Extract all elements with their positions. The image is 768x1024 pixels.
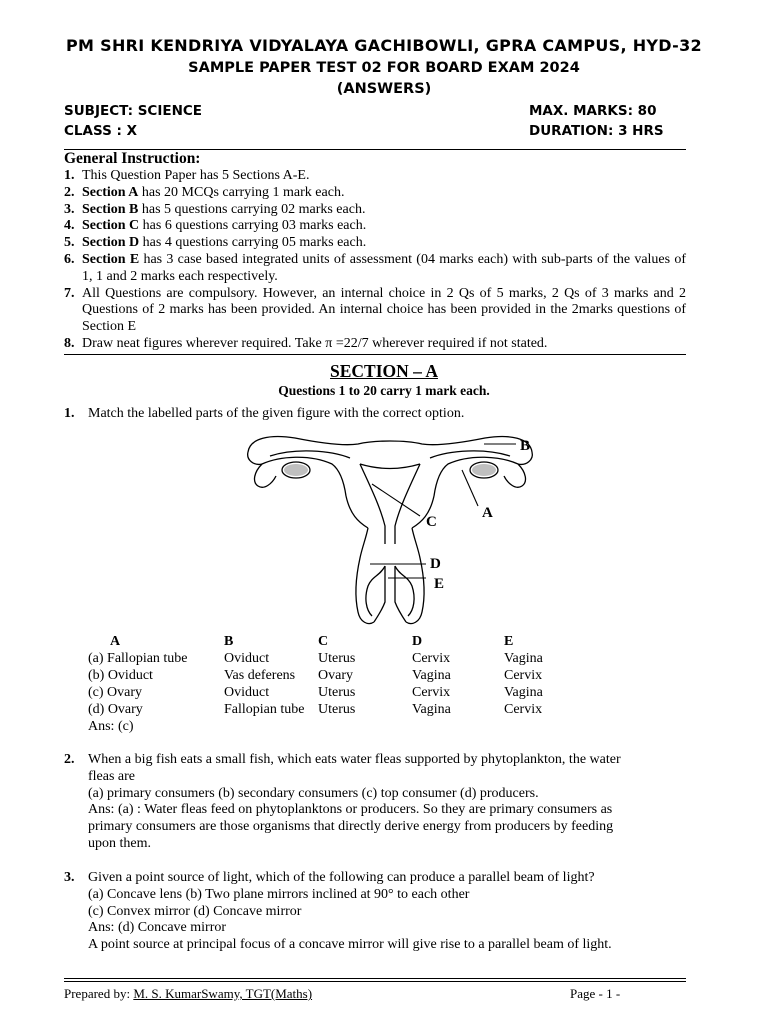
- reproductive-system-figure: [240, 426, 540, 632]
- duration-label: DURATION: 3 HRS: [529, 123, 664, 139]
- instruction-text: Section D has 4 questions carrying 05 marks each.: [82, 235, 367, 251]
- instruction-item: [64, 235, 686, 252]
- figure-label-e: E: [434, 576, 445, 592]
- instruction-number: 8.: [64, 335, 75, 351]
- q3-options: (c) Convex mirror (d) Concave mirror: [88, 903, 302, 919]
- instruction-text: Draw neat figures wherever required. Take π =22/7 wherever required if not stated.: [82, 335, 548, 351]
- q3-options: (a) Concave lens (b) Two plane mirrors inclined at 90° to each other: [88, 886, 470, 902]
- footer-author: M. S. KumarSwamy, TGT(Maths): [133, 986, 313, 1001]
- instruction-item: [64, 252, 686, 286]
- cell: Oviduct: [224, 651, 270, 666]
- instruction-text: Section C has 6 questions carrying 03 marks each.: [82, 218, 367, 234]
- col-header: B: [224, 634, 234, 649]
- page-number: Page - 1 -: [570, 986, 621, 1001]
- q2-options: (a) primary consumers (b) secondary consumers (c) top consumer (d) producers.: [88, 785, 539, 801]
- footer-prepared: Prepared by: M. S. KumarSwamy, TGT(Maths): [64, 986, 313, 1001]
- table-header-row: [88, 634, 564, 651]
- q3-line: Given a point source of light, which of the following can produce a parallel beam of light?: [88, 870, 595, 885]
- section-title: SECTION – A: [330, 361, 438, 381]
- q1-text: Match the labelled parts of the given figure with the correct option.: [88, 406, 465, 421]
- class-label: CLASS : X: [64, 123, 138, 139]
- cell: Fallopian tube: [224, 702, 305, 717]
- instruction-number: 7.: [64, 285, 75, 301]
- instruction-number: 4.: [64, 218, 75, 234]
- instruction-number: 1.: [64, 168, 75, 183]
- q2-answer: Ans: (a) : Water fleas feed on phytoplanktons or producers. So they are primary consumers as: [88, 802, 613, 818]
- instruction-number: 5.: [64, 235, 75, 251]
- cell: Cervix: [504, 702, 543, 717]
- table-row: [88, 668, 564, 685]
- cell: Vagina: [412, 702, 451, 717]
- table-row: [88, 702, 564, 719]
- q3-answer: Ans: (d) Concave mirror: [88, 920, 227, 936]
- instruction-item: [64, 336, 686, 353]
- instruction-text: Section B has 5 questions carrying 02 marks each.: [82, 201, 366, 217]
- figure-label-a: A: [482, 505, 493, 521]
- cell: Uterus: [318, 702, 356, 717]
- cell: (d) Ovary: [88, 702, 143, 717]
- table-row: [88, 651, 564, 668]
- col-header: E: [504, 634, 514, 649]
- q1-number: 1.: [64, 406, 75, 421]
- school-title: PM SHRI KENDRIYA VIDYALAYA GACHIBOWLI, GPRA CAMPUS, HYD-32: [66, 36, 702, 55]
- table-row: [88, 685, 564, 702]
- instruction-item: [64, 168, 686, 185]
- section-subtitle: Questions 1 to 20 carry 1 mark each.: [278, 383, 490, 398]
- figure-label-c: C: [426, 514, 437, 530]
- instructions-divider: [64, 354, 686, 355]
- instruction-number: 3.: [64, 201, 75, 217]
- instruction-item: [64, 286, 686, 336]
- footer-rule-top: [64, 978, 686, 979]
- cell: Uterus: [318, 685, 356, 700]
- cell: Vagina: [412, 668, 451, 683]
- instruction-item: [64, 218, 686, 235]
- cell: Cervix: [504, 668, 543, 683]
- test-title: SAMPLE PAPER TEST 02 FOR BOARD EXAM 2024: [188, 60, 580, 76]
- q1-answer: Ans: (c): [88, 719, 134, 734]
- instruction-item: [64, 185, 686, 202]
- q2-body: [88, 752, 688, 853]
- q3-number: 3.: [64, 870, 75, 885]
- cell: (c) Ovary: [88, 685, 143, 700]
- q2-line: fleas are: [88, 768, 136, 784]
- instruction-text: All Questions are compulsory. However, an internal choice in 2 Qs of 5 marks, 2 Qs of 3 marks and 2 Questions of 2 marks has been provided. An internal choice has been provided in the 2marks questions of Section E: [82, 285, 686, 335]
- cell: Vagina: [504, 685, 543, 700]
- subject-label: SUBJECT: SCIENCE: [64, 103, 202, 119]
- instruction-text: Section E has 3 case based integrated units of assessment (04 marks each) with sub-parts of the values of 1, 1 and 2 marks each respectively.: [82, 251, 687, 284]
- cell: Cervix: [412, 685, 451, 700]
- col-header: C: [318, 634, 329, 649]
- cell: Oviduct: [224, 685, 270, 700]
- q2-number: 2.: [64, 752, 75, 767]
- cell: Cervix: [412, 651, 451, 666]
- q2-line: When a big fish eats a small fish, which eats water fleas supported by phytoplankton, the water: [88, 752, 621, 767]
- cell: (b) Oviduct: [88, 668, 153, 683]
- max-marks-label: MAX. MARKS: 80: [529, 103, 657, 119]
- instructions-title: General Instruction:: [64, 150, 201, 167]
- instruction-number: 6.: [64, 251, 75, 267]
- cell: Vas deferens: [224, 668, 296, 683]
- instruction-text: Section A has 20 MCQs carrying 1 mark each.: [82, 184, 345, 200]
- instruction-number: 2.: [64, 184, 75, 200]
- q2-answer-line: primary consumers are those organisms that directly derive energy from producers by feeding: [88, 819, 614, 835]
- cell: (a) Fallopian tube: [88, 651, 188, 666]
- answers-title: (ANSWERS): [336, 81, 432, 97]
- figure-label-d: D: [430, 556, 441, 572]
- instruction-text: This Question Paper has 5 Sections A-E.: [82, 168, 310, 183]
- instructions-list: [64, 168, 686, 353]
- q2-answer-line: upon them.: [88, 835, 151, 851]
- q1-options-table: [88, 634, 564, 719]
- q3-body: [88, 870, 688, 954]
- cell: Ovary: [318, 668, 353, 683]
- col-header: D: [412, 634, 423, 649]
- col-header: A: [110, 634, 121, 649]
- cell: Uterus: [318, 651, 356, 666]
- figure-label-b: B: [520, 438, 531, 454]
- instruction-item: [64, 202, 686, 219]
- footer-rule-bottom: [64, 981, 686, 982]
- q3-answer-line: A point source at principal focus of a concave mirror will give rise to a parallel beam of light.: [88, 937, 612, 953]
- cell: Vagina: [504, 651, 543, 666]
